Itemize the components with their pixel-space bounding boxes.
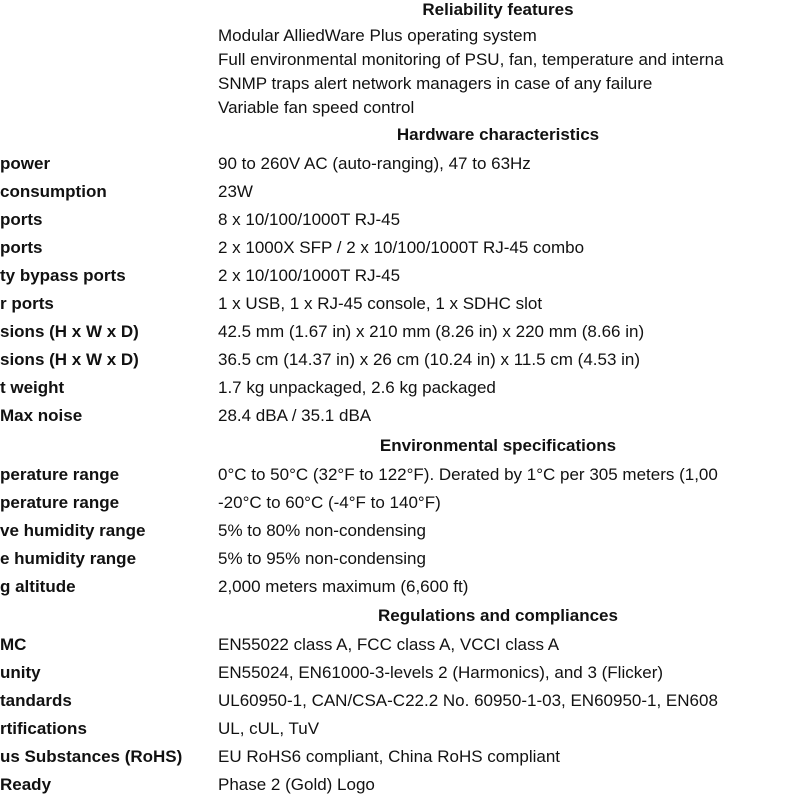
spec-row	[0, 402, 800, 430]
spec-label: Ready	[0, 775, 52, 794]
spec-row	[0, 206, 800, 234]
spec-label: e humidity range	[0, 549, 137, 568]
spec-label: t weight	[0, 378, 65, 397]
spec-label: r ports	[0, 294, 54, 313]
spec-label: us Substances (RoHS)	[0, 747, 183, 766]
spec-value: 28.4 dBA / 35.1 dBA	[218, 406, 372, 425]
spec-row	[0, 234, 800, 262]
spec-row	[0, 771, 800, 799]
reliability-item: Full environmental monitoring of PSU, fan, temperature and interna	[218, 50, 724, 69]
spec-value: 2,000 meters maximum (6,600 ft)	[218, 577, 469, 596]
spec-label: tandards	[0, 691, 72, 710]
regulations-heading: Regulations and compliances	[378, 606, 618, 625]
spec-value: 1.7 kg unpackaged, 2.6 kg packaged	[218, 378, 496, 397]
spec-value: 5% to 95% non-condensing	[218, 549, 426, 568]
spec-row	[0, 290, 800, 318]
spec-row	[0, 262, 800, 290]
spec-row	[0, 573, 800, 601]
reliability-item: Variable fan speed control	[218, 98, 415, 117]
spec-row	[0, 374, 800, 402]
spec-row	[0, 461, 800, 489]
environmental-section	[0, 432, 800, 460]
spec-row	[0, 489, 800, 517]
spec-value: 23W	[218, 182, 253, 201]
spec-row	[0, 517, 800, 545]
spec-row	[0, 659, 800, 687]
spec-value: 2 x 1000X SFP / 2 x 10/100/1000T RJ-45 combo	[218, 238, 585, 257]
spec-label: ports	[0, 238, 43, 257]
spec-value: EN55022 class A, FCC class A, VCCI class A	[218, 635, 560, 654]
spec-value: EU RoHS6 compliant, China RoHS compliant	[218, 747, 561, 766]
reliability-item: Modular AlliedWare Plus operating system	[218, 26, 537, 45]
spec-row	[0, 715, 800, 743]
spec-label: power	[0, 154, 51, 173]
spec-row	[0, 545, 800, 573]
spec-label: ve humidity range	[0, 521, 146, 540]
reliability-section	[0, 0, 800, 24]
spec-label: ports	[0, 210, 43, 229]
spec-row	[0, 150, 800, 178]
spec-row	[0, 743, 800, 771]
spec-label: rtifications	[0, 719, 87, 738]
spec-value: Phase 2 (Gold) Logo	[218, 775, 375, 794]
spec-value: 42.5 mm (1.67 in) x 210 mm (8.26 in) x 220 mm (8.66 in)	[218, 322, 645, 341]
spec-row	[0, 318, 800, 346]
spec-value: EN55024, EN61000-3-levels 2 (Harmonics), and 3 (Flicker)	[218, 663, 664, 682]
spec-label: perature range	[0, 465, 120, 484]
spec-label: sions (H x W x D)	[0, 322, 139, 341]
spec-label: ty bypass ports	[0, 266, 126, 285]
reliability-item: SNMP traps alert network managers in case of any failure	[218, 74, 653, 93]
environmental-heading: Environmental specifications	[379, 436, 617, 455]
spec-value: UL, cUL, TuV	[218, 719, 320, 738]
spec-value: 1 x USB, 1 x RJ-45 console, 1 x SDHC slot	[218, 294, 543, 313]
spec-label: g altitude	[0, 577, 76, 596]
spec-value: 8 x 10/100/1000T RJ-45	[218, 210, 401, 229]
spec-label: consumption	[0, 182, 107, 201]
spec-label: unity	[0, 663, 41, 682]
spec-label: Max noise	[0, 406, 83, 425]
spec-value: 2 x 10/100/1000T RJ-45	[218, 266, 401, 285]
spec-value: -20°C to 60°C (-4°F to 140°F)	[218, 493, 441, 512]
spec-value: UL60950-1, CAN/CSA-C22.2 No. 60950-1-03, EN60950-1, EN608	[218, 691, 718, 710]
spec-row	[0, 687, 800, 715]
spec-label: sions (H x W x D)	[0, 350, 139, 369]
spec-value: 90 to 260V AC (auto-ranging), 47 to 63Hz	[218, 154, 531, 173]
regulations-section	[0, 602, 800, 630]
spec-label: perature range	[0, 493, 120, 512]
spec-row	[0, 178, 800, 206]
reliability-heading: Reliability features	[422, 0, 574, 19]
spec-value: 36.5 cm (14.37 in) x 26 cm (10.24 in) x 11.5 cm (4.53 in)	[218, 350, 641, 369]
hardware-heading: Hardware characteristics	[396, 125, 600, 144]
spec-label: MC	[0, 635, 27, 654]
hardware-section	[0, 121, 800, 149]
spec-row	[0, 346, 800, 374]
spec-value: 0°C to 50°C (32°F to 122°F). Derated by 1°C per 305 meters (1,00	[218, 465, 718, 484]
spec-row	[0, 631, 800, 659]
spec-value: 5% to 80% non-condensing	[218, 521, 426, 540]
